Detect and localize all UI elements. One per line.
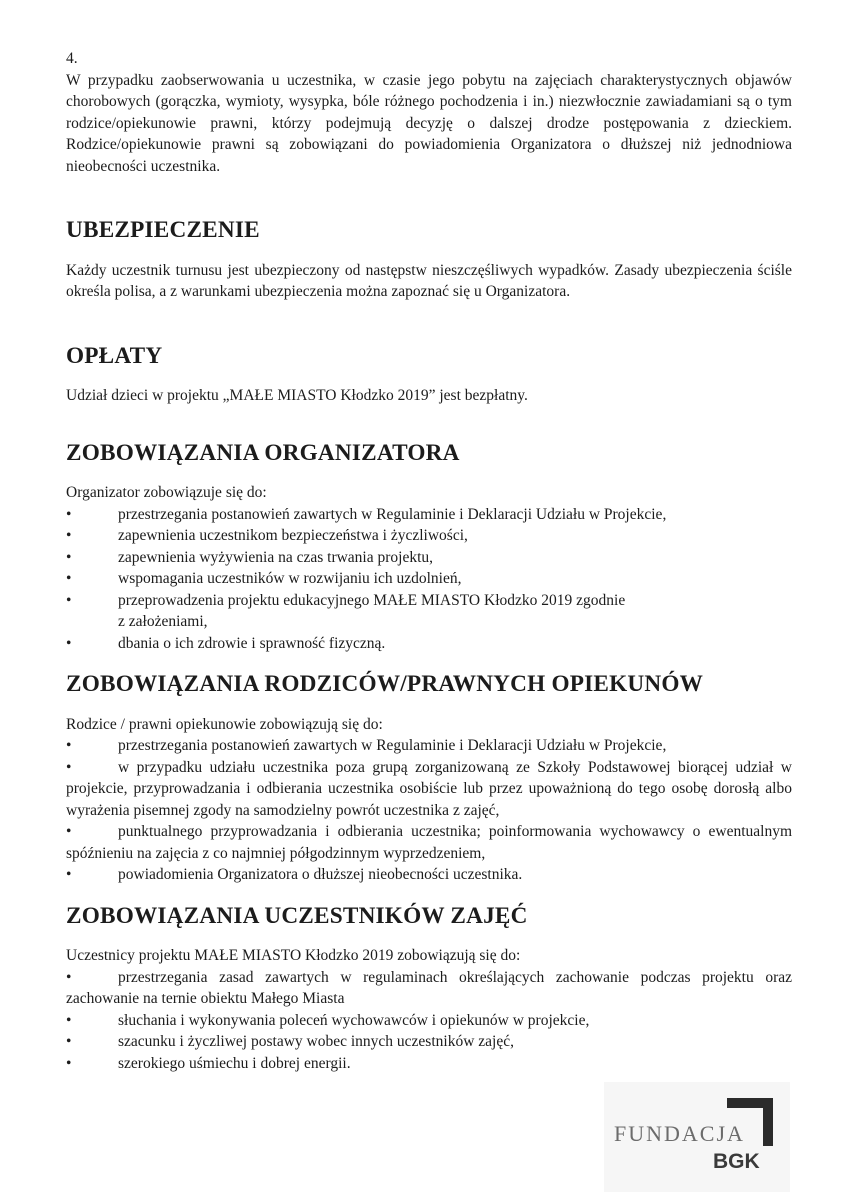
list-item: • przestrzegania postanowień zawartych w Regulaminie i Deklaracji Udziału w Projekcie, [66, 504, 792, 526]
participants-heading: ZOBOWIĄZANIA UCZESTNIKÓW ZAJĘĆ [66, 902, 528, 929]
list-item: • szacunku i życzliwej postawy wobec innych uczestników zajęć, [66, 1031, 792, 1053]
document-page [66, 48, 792, 1074]
bullet-icon: • [66, 1011, 72, 1029]
list-item: • zapewnienia wyżywienia na czas trwania projektu, [66, 547, 792, 569]
list-item: • przestrzegania postanowień zawartych w Regulaminie i Deklaracji Udziału w Projekcie, [66, 735, 792, 757]
bullet-icon: • [66, 866, 72, 883]
fees-heading: OPŁATY [66, 342, 163, 369]
organizer-list [66, 504, 792, 655]
bullet-icon: • [66, 758, 72, 776]
fundacja-bgk-logo [604, 1082, 790, 1192]
list-item: • dbania o ich zdrowie i sprawność fizyczną. [66, 633, 792, 655]
list-item: • powiadomienia Organizatora o dłuższej nieobecności uczestnika. [66, 864, 792, 886]
list-item: • w przypadku udziału uczestnika poza grupą zorganizowaną ze Szkoły Podstawowej biorącej udział w projekcie, przyprowadzania i odbierania uczestnika osobiście lub przez upoważnioną do tego osobę dorosłą albo wyrażenia pisemnej zgody na samodzielny powrót uczestnika z zajęć, [66, 758, 792, 819]
participants-list [66, 967, 792, 1075]
bullet-icon: • [66, 968, 72, 986]
bullet-icon: • [66, 548, 72, 566]
parents-list [66, 735, 792, 886]
bullet-icon: • [66, 1033, 72, 1050]
list-item: • przeprowadzenia projektu edukacyjnego MAŁE MIASTO Kłodzko 2019 zgodnie z założeniami, [66, 590, 792, 633]
section-number: 4. [66, 50, 78, 67]
organizer-lead: Organizator zobowiązuje się do: [66, 484, 267, 501]
bullet-icon: • [66, 527, 72, 544]
parents-heading: ZOBOWIĄZANIA RODZICÓW/PRAWNYCH OPIEKUNÓW [66, 671, 704, 697]
participants-lead: Uczestnicy projektu MAŁE MIASTO Kłodzko 2019 zobowiązują się do: [66, 947, 521, 964]
list-item: • szerokiego uśmiechu i dobrej energii. [66, 1053, 792, 1075]
intro-paragraph: W przypadku zaobserwowania u uczestnika, w czasie jego pobytu na zajęciach charakterystycznych objawów chorobowych (gorączka, wymioty, wysypka, bóle różnego pochodzenia i in.) niezwłocznie zawiadamiani są o tym rodzice/opiekunowie prawni, którzy podejmują decyzję o dalszej drodze postępowania z dzieckiem. Rodzice/opiekunowie prawni są zobowiązani do powiadomienia Organizatora o dłuższej niż jednodniowa nieobecności uczestnika. [66, 71, 792, 175]
list-item: • punktualnego przyprowadzania i odbierania uczestnika; poinformowania wychowawcy o ewentualnym spóźnieniu na zajęcia z co najmniej półgodzinnym wyprzedzeniem, [66, 823, 792, 862]
organizer-heading: ZOBOWIĄZANIA ORGANIZATORA [66, 439, 460, 466]
insurance-heading: UBEZPIECZENIE [66, 217, 260, 243]
bullet-icon: • [66, 737, 72, 754]
bullet-icon: • [66, 570, 72, 587]
logo-text-bgk: BGK [713, 1150, 760, 1173]
list-item: • zapewnienia uczestnikom bezpieczeństwa i życzliwości, [66, 525, 792, 547]
list-item: • przestrzegania zasad zawartych w regulaminach określających zachowanie podczas projektu oraz zachowanie na ternie obiektu Małego Miasta [66, 968, 792, 1007]
logo-text-fundacja: FUNDACJA [614, 1121, 745, 1146]
bullet-icon: • [66, 1054, 72, 1072]
bullet-icon: • [66, 591, 72, 609]
bullet-icon: • [66, 823, 72, 840]
list-item: • wspomagania uczestników w rozwijaniu ich uzdolnień, [66, 568, 792, 590]
parents-lead: Rodzice / prawni opiekunowie zobowiązują się do: [66, 715, 383, 733]
bullet-icon: • [66, 505, 72, 523]
bullet-icon: • [66, 634, 72, 652]
fees-paragraph: Udział dzieci w projektu „MAŁE MIASTO Kłodzko 2019” jest bezpłatny. [66, 387, 528, 404]
insurance-paragraph: Każdy uczestnik turnusu jest ubezpieczony od następstw nieszczęśliwych wypadków. Zasady ubezpieczenia ściśle określa polisa, a z warunkami ubezpieczenia można zapoznać się u Organizatora. [66, 261, 792, 300]
list-item: • słuchania i wykonywania poleceń wychowawców i opiekunów w projekcie, [66, 1010, 792, 1032]
list-item-continuation: z założeniami, [118, 613, 208, 630]
